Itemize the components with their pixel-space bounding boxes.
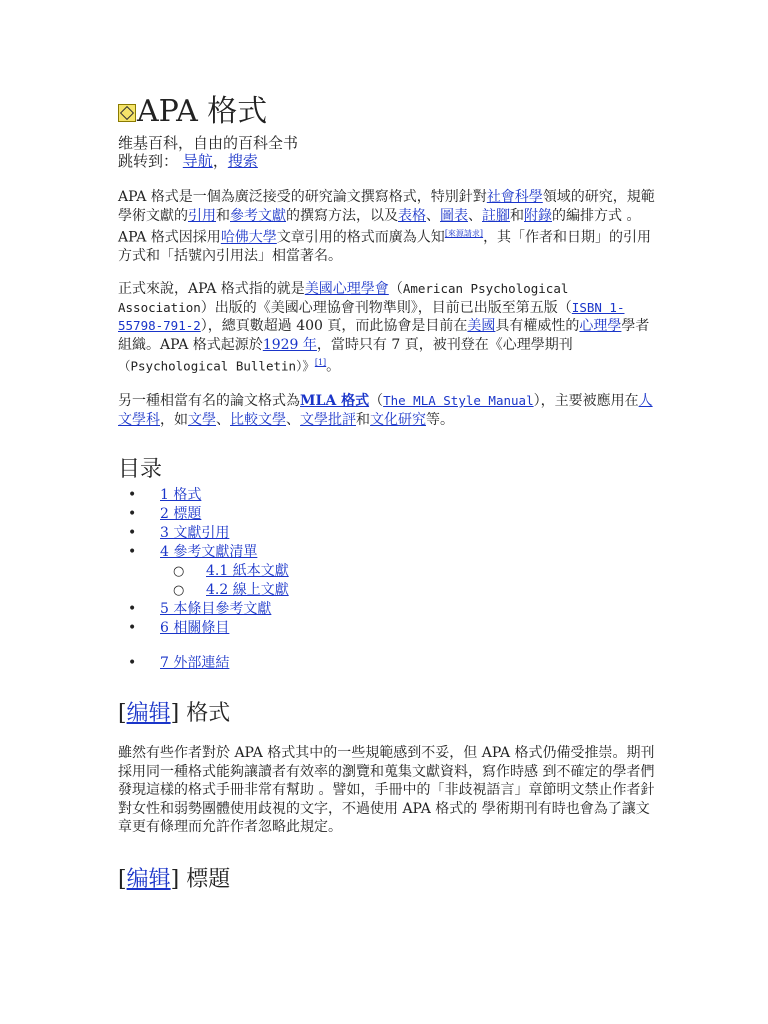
link-cultural-studies[interactable]: 文化研究 <box>370 411 426 428</box>
link-1929[interactable]: 1929 年 <box>262 336 317 353</box>
text: （Psychological Bulletin）》 <box>118 358 315 374</box>
toc-link[interactable]: 7 外部連結 <box>160 655 230 671</box>
toc-item <box>128 600 289 619</box>
text: ，當時只有 7 頁，被刊登在《心理學期刊 <box>316 336 573 353</box>
jump-label: 跳转到： <box>118 152 179 170</box>
text: 具有權威性的 <box>495 318 580 334</box>
toc-link[interactable]: 4 參考文獻清單 <box>160 544 258 560</box>
link-literary-criticism[interactable]: 文學批評 <box>300 411 356 428</box>
ref-link-1[interactable]: [1] <box>314 358 327 367</box>
link-social-science[interactable]: 社會科學 <box>486 189 543 205</box>
toc-item <box>128 619 289 638</box>
toc-item <box>128 524 289 543</box>
text: ）出版的《美國心理協會刊物準則》，目前已出版至第五版（ <box>200 299 572 316</box>
text: 。 <box>326 358 341 375</box>
link-psychology[interactable]: 心理學 <box>579 318 622 334</box>
toc-link[interactable]: 3 文獻引用 <box>160 525 230 541</box>
link-isbn[interactable]: ISBN 1-55798-791-2 <box>118 299 625 333</box>
toc-link[interactable]: 5 本條目參考文獻 <box>160 601 272 617</box>
toc-title: 目录 <box>118 457 163 482</box>
text: （ <box>369 393 384 409</box>
link-chart[interactable]: 圖表 <box>440 207 468 224</box>
jump-sep: ， <box>212 152 228 170</box>
toc-link[interactable]: 1 格式 <box>160 487 202 503</box>
text: 的編排方式 。APA 格式因採用 <box>118 207 641 246</box>
link-usa[interactable]: 美國 <box>467 318 496 334</box>
link-comparative-literature[interactable]: 比較文學 <box>230 411 286 428</box>
intro-paragraph <box>118 188 658 266</box>
site-subtitle: 维基百科，自由的百科全书 <box>118 134 299 152</box>
bracket-close: ] <box>170 701 180 726</box>
para-mla <box>118 392 658 429</box>
toc-link[interactable]: 2 標題 <box>160 506 202 522</box>
toc-list <box>128 486 289 673</box>
link-apa-org[interactable]: 美國心理學會 <box>304 281 389 297</box>
text: 、 <box>216 411 230 428</box>
toc-subitem <box>128 562 289 581</box>
text: ，其「作者和日期」的引用方式和「括號內引用法」相當著名。 <box>118 229 652 265</box>
article-icon <box>118 104 136 122</box>
text: American Psychological Association <box>118 281 569 315</box>
text: 學者組織。APA 格式起源於 <box>118 318 650 353</box>
text: 文章引用的格式而廣為人知 <box>276 229 445 246</box>
toc-item <box>128 505 289 524</box>
text: ），總頁數超過 400 頁，而此協會是目前在 <box>200 318 468 334</box>
link-mla-manual[interactable]: The MLA Style Manual <box>383 393 534 408</box>
link-citation[interactable]: 引用 <box>188 207 216 224</box>
text: 正式來說，APA 格式指的就是 <box>118 281 305 297</box>
toc-item <box>128 486 289 505</box>
toc-subitem <box>128 581 289 600</box>
text: 和 <box>356 411 370 428</box>
text: （ <box>388 281 403 297</box>
toc-link[interactable]: 6 相關條目 <box>160 620 230 636</box>
link-references[interactable]: 參考文獻 <box>230 207 286 224</box>
bracket-close: ] <box>170 867 180 892</box>
section-title: 格式 <box>186 701 231 726</box>
search-link[interactable]: 搜索 <box>227 152 258 170</box>
text: 領域的研究，規範學術文獻的 <box>118 189 655 224</box>
text: 、 <box>426 207 440 224</box>
jump-links <box>118 152 258 171</box>
link-footnote[interactable]: 註腳 <box>482 207 510 224</box>
link-harvard[interactable]: 哈佛大學 <box>220 229 277 246</box>
text: 、 <box>286 411 300 428</box>
link-appendix[interactable]: 附錄 <box>524 207 552 224</box>
text: 另一種相當有名的論文格式為 <box>118 393 300 409</box>
edit-link[interactable]: 编辑 <box>126 701 171 726</box>
link-humanities[interactable]: 人文學科 <box>118 393 653 428</box>
toc-item <box>128 654 289 673</box>
text: APA 格式是一個為廣泛接受的研究論文撰寫格式，特別針對 <box>118 189 487 205</box>
bracket-open: [ <box>118 701 127 726</box>
text: ），主要被應用在 <box>533 393 639 409</box>
text: 、 <box>468 207 482 224</box>
toc-link[interactable]: 4.2 線上文獻 <box>206 582 289 598</box>
page-title: APA 格式 <box>137 94 268 129</box>
text: 等。 <box>426 411 454 428</box>
citation-needed-link[interactable]: [來源請求] <box>444 229 484 238</box>
edit-link[interactable]: 编辑 <box>126 867 171 892</box>
format-paragraph: 雖然有些作者對於 APA 格式其中的一些規範感到不妥，但 APA 格式仍備受推崇。期刊採用同一種格式能夠讓讀者有效率的瀏覽和蒐集文獻資料，寫作時感 到不確定的學者們發現這樣的格式手冊非常有幫助 。譬如，手冊中的「非歧視語言」章節明文禁止作者針對女性和弱勢團體使用歧視的文字，不過使用 APA 格式的 學術期刊有時也會為了讓文章更有條理而允許作者忽略此規定。 <box>118 745 655 835</box>
toc-link[interactable]: 4.1 紙本文獻 <box>206 563 289 579</box>
title-row <box>118 96 267 128</box>
toc-item <box>128 543 289 562</box>
text: ，如 <box>160 411 188 428</box>
bracket-open: [ <box>118 867 127 892</box>
section-heading-format <box>118 696 230 727</box>
nav-link[interactable]: 导航 <box>182 152 213 170</box>
text: 的撰寫方法，以及 <box>286 207 398 224</box>
link-literature[interactable]: 文學 <box>188 411 216 428</box>
text: 和 <box>216 207 230 224</box>
link-mla[interactable]: MLA 格式 <box>300 393 370 409</box>
section-heading-title <box>118 862 230 893</box>
section-title: 標題 <box>186 867 231 892</box>
link-table[interactable]: 表格 <box>398 207 426 224</box>
text: 和 <box>510 207 524 224</box>
para-apa-definition <box>118 280 658 376</box>
